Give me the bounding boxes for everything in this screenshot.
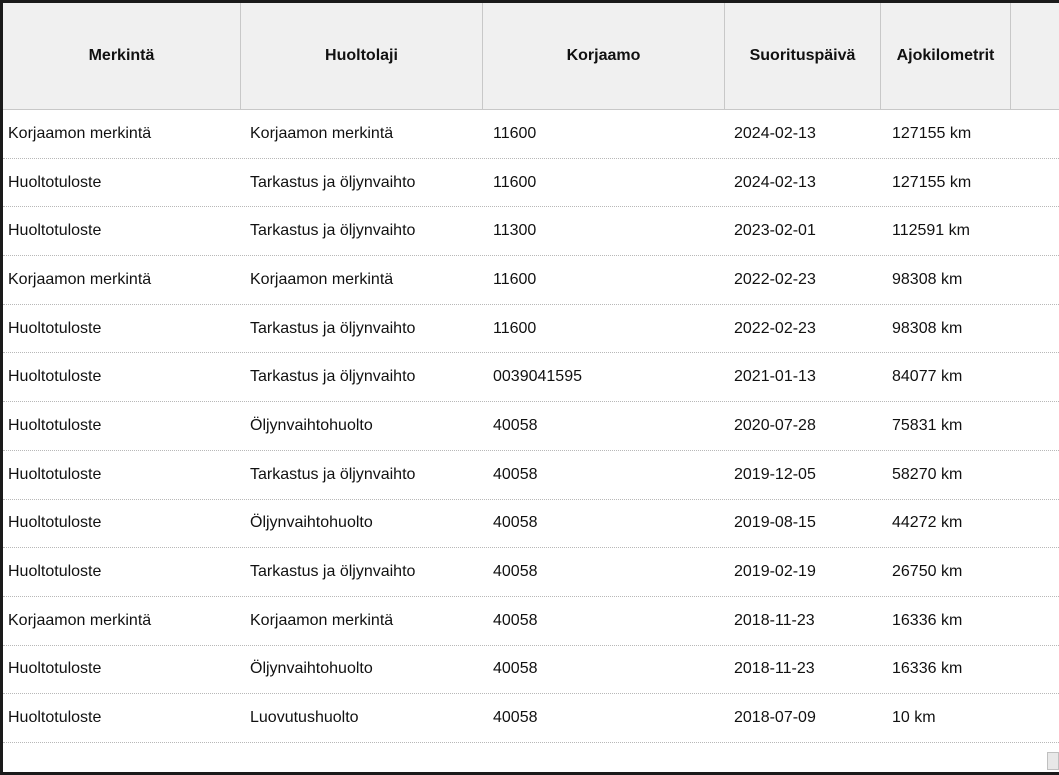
- cell-huoltolaji: Luovutushuolto: [250, 709, 359, 727]
- cell-huoltolaji: Tarkastus ja öljynvaihto: [250, 368, 416, 386]
- table-row[interactable]: [3, 110, 1059, 159]
- cell-huoltolaji: Korjaamon merkintä: [250, 270, 394, 288]
- table-row[interactable]: [3, 256, 1059, 305]
- cell-suorituspaiva: 2020-07-28: [734, 416, 816, 434]
- scrollbar-corner[interactable]: [1047, 752, 1059, 770]
- table-row[interactable]: [3, 548, 1059, 597]
- table-row[interactable]: [3, 305, 1059, 354]
- cell-merkinta: Korjaamon merkintä: [8, 270, 152, 288]
- cell-korjaamo: 11600: [493, 270, 537, 288]
- cell-ajokilometrit: 58270 km: [892, 465, 963, 483]
- cell-korjaamo: 11600: [493, 124, 537, 142]
- cell-merkinta: Korjaamon merkintä: [8, 611, 152, 629]
- table-row[interactable]: [3, 207, 1059, 256]
- cell-korjaamo: 0039041595: [493, 368, 582, 386]
- cell-huoltolaji: Tarkastus ja öljynvaihto: [250, 173, 416, 191]
- column-header-huoltolaji[interactable]: Huoltolaji: [241, 3, 483, 109]
- cell-huoltolaji: Öljynvaihtohuolto: [250, 514, 373, 532]
- cell-ajokilometrit: 10 km: [892, 709, 936, 727]
- cell-korjaamo: 40058: [493, 416, 538, 434]
- cell-suorituspaiva: 2019-12-05: [734, 465, 816, 483]
- column-header-korjaamo[interactable]: Korjaamo: [483, 3, 725, 109]
- cell-korjaamo: 11600: [493, 173, 537, 191]
- cell-merkinta: Huoltotuloste: [8, 319, 102, 337]
- cell-huoltolaji: Tarkastus ja öljynvaihto: [250, 465, 416, 483]
- cell-ajokilometrit: 44272 km: [892, 514, 963, 532]
- cell-merkinta: Huoltotuloste: [8, 222, 102, 240]
- cell-ajokilometrit: 112591 km: [892, 222, 970, 240]
- table-header: [3, 3, 1059, 110]
- cell-merkinta: Huoltotuloste: [8, 368, 102, 386]
- cell-ajokilometrit: 16336 km: [892, 660, 963, 678]
- cell-suorituspaiva: 2024-02-13: [734, 173, 816, 191]
- cell-korjaamo: 40058: [493, 611, 538, 629]
- cell-suorituspaiva: 2018-11-23: [734, 611, 815, 629]
- cell-huoltolaji: Öljynvaihtohuolto: [250, 416, 373, 434]
- cell-merkinta: Korjaamon merkintä: [8, 124, 152, 142]
- cell-huoltolaji: Korjaamon merkintä: [250, 124, 394, 142]
- cell-huoltolaji: Tarkastus ja öljynvaihto: [250, 563, 416, 581]
- column-header-ajokilometrit[interactable]: Ajokilometrit: [881, 3, 1011, 109]
- cell-ajokilometrit: 16336 km: [892, 611, 963, 629]
- cell-huoltolaji: Tarkastus ja öljynvaihto: [250, 222, 416, 240]
- column-header-suorituspaiva[interactable]: Suorituspäivä: [725, 3, 881, 109]
- column-header-spacer: [1011, 3, 1059, 109]
- cell-merkinta: Huoltotuloste: [8, 465, 102, 483]
- table-row[interactable]: [3, 646, 1059, 695]
- cell-ajokilometrit: 75831 km: [892, 416, 963, 434]
- cell-merkinta: Huoltotuloste: [8, 514, 102, 532]
- cell-merkinta: Huoltotuloste: [8, 709, 102, 727]
- table-row[interactable]: [3, 451, 1059, 500]
- table-body: [3, 110, 1059, 743]
- cell-huoltolaji: Tarkastus ja öljynvaihto: [250, 319, 416, 337]
- cell-ajokilometrit: 98308 km: [892, 319, 963, 337]
- cell-ajokilometrit: 84077 km: [892, 368, 963, 386]
- table-row[interactable]: [3, 500, 1059, 549]
- cell-suorituspaiva: 2018-07-09: [734, 709, 816, 727]
- cell-suorituspaiva: 2019-02-19: [734, 563, 816, 581]
- table-row[interactable]: [3, 402, 1059, 451]
- cell-ajokilometrit: 26750 km: [892, 563, 963, 581]
- cell-suorituspaiva: 2022-02-23: [734, 270, 816, 288]
- cell-suorituspaiva: 2023-02-01: [734, 222, 816, 240]
- table-row[interactable]: [3, 694, 1059, 743]
- cell-ajokilometrit: 127155 km: [892, 173, 972, 191]
- cell-ajokilometrit: 98308 km: [892, 270, 963, 288]
- cell-merkinta: Huoltotuloste: [8, 660, 102, 678]
- cell-suorituspaiva: 2024-02-13: [734, 124, 816, 142]
- cell-merkinta: Huoltotuloste: [8, 416, 102, 434]
- table-row[interactable]: [3, 353, 1059, 402]
- cell-korjaamo: 40058: [493, 660, 538, 678]
- cell-korjaamo: 40058: [493, 465, 538, 483]
- cell-merkinta: Huoltotuloste: [8, 173, 102, 191]
- cell-merkinta: Huoltotuloste: [8, 563, 102, 581]
- cell-korjaamo: 11300: [493, 222, 537, 240]
- cell-korjaamo: 40058: [493, 514, 538, 532]
- cell-suorituspaiva: 2018-11-23: [734, 660, 815, 678]
- cell-huoltolaji: Korjaamon merkintä: [250, 611, 394, 629]
- table-row[interactable]: [3, 597, 1059, 646]
- cell-suorituspaiva: 2021-01-13: [734, 368, 816, 386]
- cell-korjaamo: 40058: [493, 563, 538, 581]
- cell-suorituspaiva: 2019-08-15: [734, 514, 816, 532]
- cell-ajokilometrit: 127155 km: [892, 124, 972, 142]
- cell-huoltolaji: Öljynvaihtohuolto: [250, 660, 373, 678]
- cell-korjaamo: 11600: [493, 319, 537, 337]
- cell-suorituspaiva: 2022-02-23: [734, 319, 816, 337]
- table-row[interactable]: [3, 159, 1059, 208]
- cell-korjaamo: 40058: [493, 709, 538, 727]
- column-header-merkinta[interactable]: Merkintä: [3, 3, 241, 109]
